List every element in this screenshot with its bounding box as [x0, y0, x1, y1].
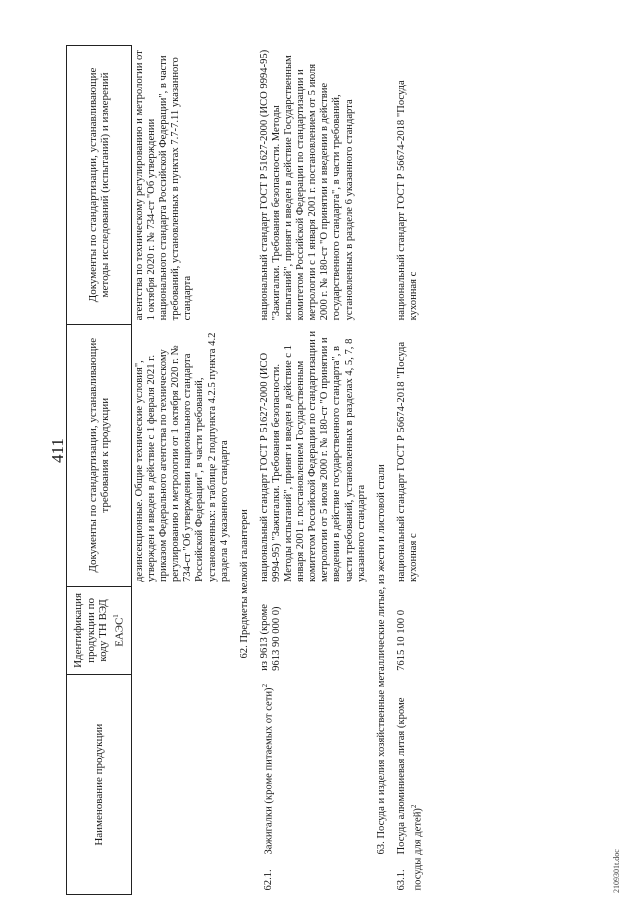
section-row	[233, 46, 257, 895]
row-63-1-name: 63.1.Посуда алюминиевая литая (кроме посуды для детей)$^2$	[395, 697, 424, 891]
page-number: 411	[48, 438, 67, 463]
table-row	[257, 46, 370, 895]
row-63-1-methods: национальный стандарт ГОСТ Р 56674-2018 "Посуда кухонная с	[395, 80, 419, 321]
row-number: 63.1.	[395, 869, 407, 891]
header-method-docs: Документы по стандартизации, устанавливающие методы исследований (испытаний) и измерений	[67, 46, 132, 325]
section-row	[370, 46, 394, 895]
header-requirement-docs: Документы по стандартизации, устанавливающие требования к продукции	[67, 324, 132, 586]
table-header-row	[67, 46, 132, 895]
section-62-title: 62. Предметы мелкой галантереи	[238, 509, 250, 659]
table-row	[132, 46, 233, 895]
section-63-title: 63. Посуда и изделия хозяйственные металлические литые, из жести и листовой стали	[375, 464, 387, 855]
header-product-name: Наименование продукции	[67, 675, 132, 895]
file-footer: 2109301t.doc	[612, 849, 621, 893]
header-tn-ved-code: Идентификация продукции по коду ТН ВЭД ЕАЭС$^1$	[67, 586, 132, 675]
row-63-1-requirements: национальный стандарт ГОСТ Р 56674-2018 "Посуда кухонная с	[395, 341, 419, 583]
row-63-1-code: 7615 10 100 0	[395, 609, 407, 671]
continuation-requirements: дезинсекционные. Общие технические условия", утвержден и введен в действие с 1 февраля 2021 г. приказом Федерального агентства по техническому регулированию и метрологии от 1 октября 2020 г. № 734-ст "Об утверждении национального стандарта Российской Федерации", в части требований, установленных: в таблице 2 подпункта 4.2.5 пункта 4.2 раздела 4 указанного стандарта	[134, 332, 230, 583]
row-62-1-methods: национальный стандарт ГОСТ Р 51627-2000 (ИСО 9994-95) "Зажигалки. Требования безопасности. Методы испытаний", принят и введен в действие Государственным комитетом Российской Федерации по стандартизации и метрологии с 1 января 2001 г. постановлением от 5 июля 2000 г. № 180-ст "О принятии и введении в действие государственного стандарта", в части требований, установленных в разделе 6 указанного стандарта	[258, 49, 355, 321]
row-62-1-code: из 9613 (кроме 9613 90 000 0)	[258, 604, 282, 671]
table-row	[394, 46, 427, 895]
row-62-1-name: 62.1.Зажигалки (кроме питаемых от сети)$^2$	[260, 683, 275, 891]
row-number: 62.1.	[263, 869, 275, 891]
continuation-methods: агентства по техническому регулированию и метрологии от 1 октября 2020 г. № 734-ст "Об утверждении национального стандарта Российской Федерации", в части требований, установленных в пунктах 7.7-7.11 указанного стандарта	[134, 50, 194, 321]
standards-table	[66, 45, 427, 895]
row-62-1-requirements: национальный стандарт ГОСТ Р 51627-2000 (ИСО 9994-95) "Зажигалки. Требования безопасности. Методы испытаний", принят и введен в действие с 1 января 2001 г. постановлением Государственным комитетом Российской Федерации по стандартизации и метрологии от 5 июля 2000 г. № 180-ст "О принятии и введении в действие государственного стандарта", в части требований, установленных в разделах 4, 5, 7, 8 указанного стандарта	[258, 330, 367, 583]
